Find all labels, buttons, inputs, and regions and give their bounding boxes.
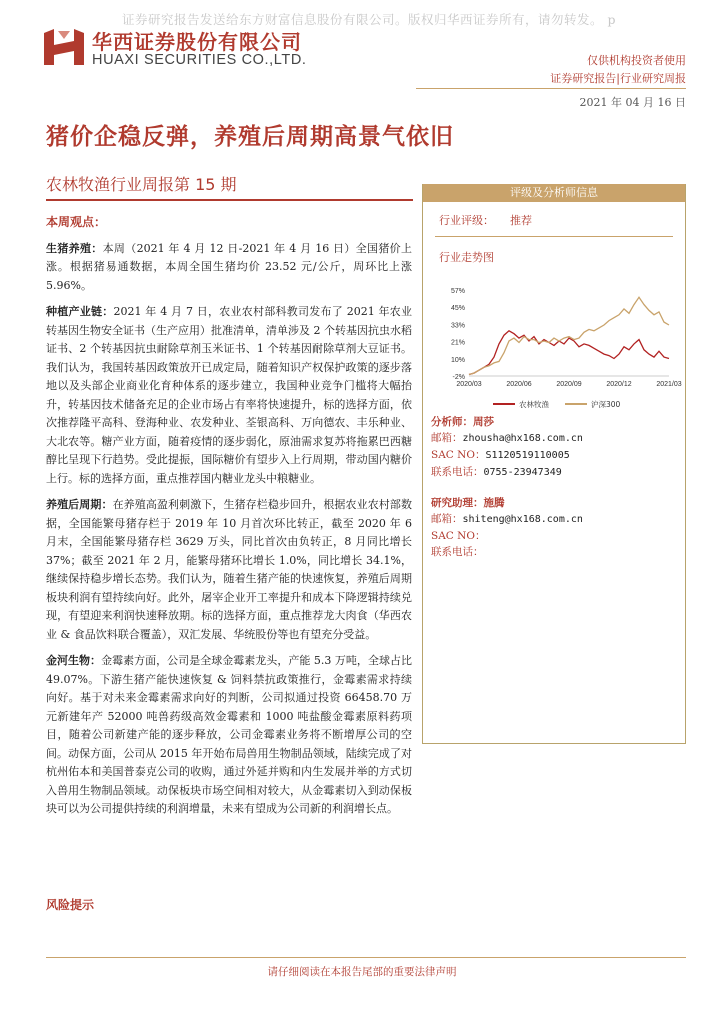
company-logo: [44, 27, 84, 67]
header-divider: [416, 88, 686, 89]
x-tick-label: 2020/03: [456, 381, 482, 388]
rating-panel: [422, 184, 686, 744]
paragraph-text: 在养殖高盈利刺激下，生猪存栏稳步回升，根据农业农村部数据，全国能繁母猪存栏于 2019 年 10 月首次环比转正，截至 2020 年 6 月末，全国能繁母猪存栏 3629 万头，同比首次由负转正，8 月同比增长 37%；截至 2021 年 2 月，能繁母猪环比增长 1.0%，同比增长 34.1%，继续保持稳步增长态势。我们认为，随着生猪产能的快速恢复，养殖后周期板块利润有望持续向好。此外，屠宰企业开工率提升和成本下降逻辑持续兑现，有望迎来利润快速释放期。标的选择方面，重点推荐龙大肉食（华西农业 & 食品饮料联合覆盖），双汇发展、华统股份等也有望充分受益。: [46, 498, 412, 641]
y-tick-label: 45%: [450, 305, 465, 313]
footer-divider: [46, 957, 686, 958]
assistant-role: 研究助理：: [431, 497, 484, 509]
paragraph-pig-farming: [46, 240, 412, 296]
analyst-role: 分析师：: [431, 416, 473, 428]
subtitle-underline: [46, 199, 413, 201]
risk-heading: 风险提示: [46, 898, 95, 912]
y-tick-label: 33%: [450, 322, 465, 330]
x-tick-label: 2021/03: [656, 381, 682, 388]
watermark: 证券研究报告发送给东方财富信息股份有限公司。版权归华西证券所有，请勿转发。 p: [122, 12, 616, 27]
report-subtitle: 农林牧渔行业周报第 15 期: [46, 175, 237, 194]
assistant-phone-label: 联系电话：: [431, 546, 484, 558]
legal-footer: 请仔细阅读在本报告尾部的重要法律声明: [267, 966, 457, 978]
analyst-sac-label: SAC NO：: [431, 449, 486, 461]
industry-trend-chart: [433, 284, 682, 419]
assistant-email[interactable]: shiteng@hx168.com.cn: [462, 514, 583, 525]
y-tick-label: 21%: [450, 339, 465, 347]
series-line-csi300: [469, 297, 669, 374]
report-date: 2021 年 04 月 16 日: [579, 96, 686, 109]
analyst-phone: 0755-23947349: [483, 467, 562, 478]
paragraph-label: 生猪养殖：: [46, 241, 103, 255]
paragraph-label: 金河生物：: [46, 654, 102, 667]
brand-name-en: HUAXI SECURITIES CO.,LTD.: [92, 52, 307, 68]
trend-chart-title: 行业走势图: [439, 251, 494, 264]
legend-label: 农林牧渔: [519, 400, 549, 409]
main-body: [46, 213, 412, 819]
paragraph-label: 养殖后周期：: [46, 498, 113, 511]
x-tick-label: 2020/09: [556, 381, 582, 388]
analyst-phone-label: 联系电话：: [431, 466, 484, 478]
x-tick-label: 2020/12: [606, 381, 632, 388]
paragraph-text: 金霉素方面，公司是全球金霉素龙头，产能 5.3 万吨，全球占比 49.07%。下游生猪产能快速恢复 & 饲料禁抗政策推行，金霉素需求持续向好。基于对未来金霉素需求向好的判断，公司拟通过投资 66458.70 万元新建年产 52000 吨兽药级高效金霉素和 1000 吨盐酸金霉素原料药项目，随着公司新建产能的逐步释放，公司金霉素业务将不断增厚公司的空间。动保方面，公司从 2015 年开始布局兽用生物制品领域，陆续完成了对杭州佑本和美国普泰克公司的收购，通过外延并购和内生发展并举的方式切入兽用生物制品领域。动保板块市场空间相对较大，从金霉素切入到动保板块可以为公司提供持续的利润增量，未来有望成为公司新的利润增长点。: [46, 654, 412, 815]
report-type: 证券研究报告|行业研究周报: [550, 72, 686, 85]
analyst-name: 周莎: [473, 416, 494, 428]
rating-value: 推荐: [510, 214, 532, 227]
paragraph-text: 2021 年 4 月 7 日，农业农村部科教司发布了 2021 年农业转基因生物安全证书（生产应用）批准清单，清单涉及 2 个转基因抗虫水稻证书、2 个转基因抗虫耐除草剂玉米证书、1 个转基因耐除草剂大豆证书。我们认为，我国转基因政策放开已成定局，随着知识产权保护政策的逐步落地以及头部企业商业化育种体系的逐步建立，我国种业竞争门槛将大幅抬升，转基因技术储备充足的企业市场占有率将快速提升，标的选择方面，依次推荐隆平高科、登海种业、农发种业、荃银高科、万向德农、丰乐种业、大北农等。糖产业方面，随着疫情的逐步弱化，原油需求复苏将拖累巴西糖醇比呈现下行趋势。受此提振，国际糖价有望步入上行周期，带动国内糖价上行。标的选择方面，重点推荐国内糖业龙头中粮糖业。: [46, 305, 413, 485]
paragraph-text: 本周（2021 年 4 月 12 日-2021 年 4 月 16 日）全国猪价上涨。根据猪易通数据，本周全国生猪均价 23.52 元/公斤，周环比上涨 5.96%。: [46, 241, 412, 292]
y-tick-label: 57%: [450, 288, 465, 295]
x-tick-label: 2020/06: [506, 381, 532, 388]
section-heading: 本周观点：: [46, 215, 107, 229]
analyst-email-label: 邮箱：: [431, 432, 463, 444]
assistant-sac-label: SAC NO：: [431, 530, 486, 542]
analyst-info: [431, 414, 681, 560]
report-title: 猪价企稳反弹，养殖后周期高景气依旧: [46, 124, 454, 150]
panel-title: 评级及分析师信息: [423, 184, 685, 202]
assistant-name: 施腾: [483, 497, 505, 509]
audience-note: 仅供机构投资者使用: [587, 54, 686, 67]
rating-label: 行业评级：: [439, 214, 494, 227]
analyst-email[interactable]: zhousha@hx168.com.cn: [462, 433, 583, 444]
paragraph-label: 种植产业链：: [46, 305, 114, 318]
analyst-sac: S1120519110005: [485, 450, 570, 461]
industry-rating: [435, 212, 673, 237]
paragraph-planting: [46, 303, 412, 488]
y-tick-label: -2%: [452, 374, 465, 381]
brand-name-cn: 华西证券股份有限公司: [92, 30, 302, 54]
paragraph-jinhe: [46, 652, 412, 819]
legend-label: 沪深300: [591, 400, 621, 409]
y-tick-label: 10%: [450, 356, 465, 364]
assistant-email-label: 邮箱：: [431, 513, 463, 525]
paragraph-post-cycle: [46, 496, 412, 644]
